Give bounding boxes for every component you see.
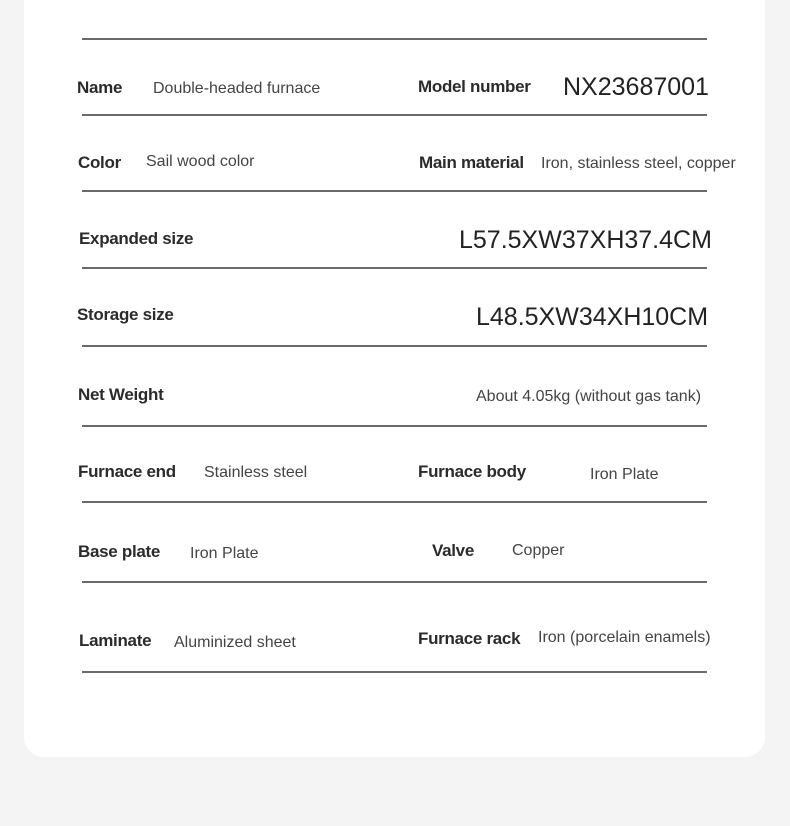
furnace-body-value: Iron Plate <box>590 466 659 483</box>
valve-label: Valve <box>432 541 474 560</box>
storage-size-value: L48.5XW34XH10CM <box>476 303 709 331</box>
base-plate-value: Iron Plate <box>190 545 259 562</box>
divider <box>82 38 707 40</box>
color-value: Sail wood color <box>146 153 255 170</box>
laminate-label: Laminate <box>79 631 152 650</box>
divider <box>82 671 707 673</box>
laminate-value: Aluminized sheet <box>174 634 296 651</box>
furnace-rack-value: Iron (porcelain enamels) <box>538 629 711 646</box>
furnace-rack-label: Furnace rack <box>418 629 521 648</box>
divider <box>82 345 707 347</box>
color-label: Color <box>78 153 121 172</box>
net-weight-value: About 4.05kg (without gas tank) <box>476 388 702 405</box>
main-material-value: Iron, stainless steel, copper <box>541 155 736 172</box>
furnace-end-value: Stainless steel <box>204 464 308 481</box>
valve-value: Copper <box>512 542 565 559</box>
divider <box>82 190 707 192</box>
net-weight-label: Net Weight <box>78 385 164 404</box>
furnace-end-label: Furnace end <box>78 462 176 481</box>
base-plate-label: Base plate <box>78 542 161 561</box>
divider <box>82 425 707 427</box>
expanded-size-label: Expanded size <box>79 229 194 248</box>
divider <box>82 267 707 269</box>
expanded-size-value: L57.5XW37XH37.4CM <box>459 226 712 254</box>
divider <box>82 581 707 583</box>
name-value: Double-headed furnace <box>153 80 321 97</box>
main-material-label: Main material <box>419 153 524 172</box>
model-number-value: NX23687001 <box>563 73 709 101</box>
name-label: Name <box>77 78 123 97</box>
storage-size-label: Storage size <box>77 305 174 324</box>
divider <box>82 501 707 503</box>
furnace-body-label: Furnace body <box>418 462 526 481</box>
model-number-label: Model number <box>418 77 531 96</box>
divider <box>82 114 707 116</box>
